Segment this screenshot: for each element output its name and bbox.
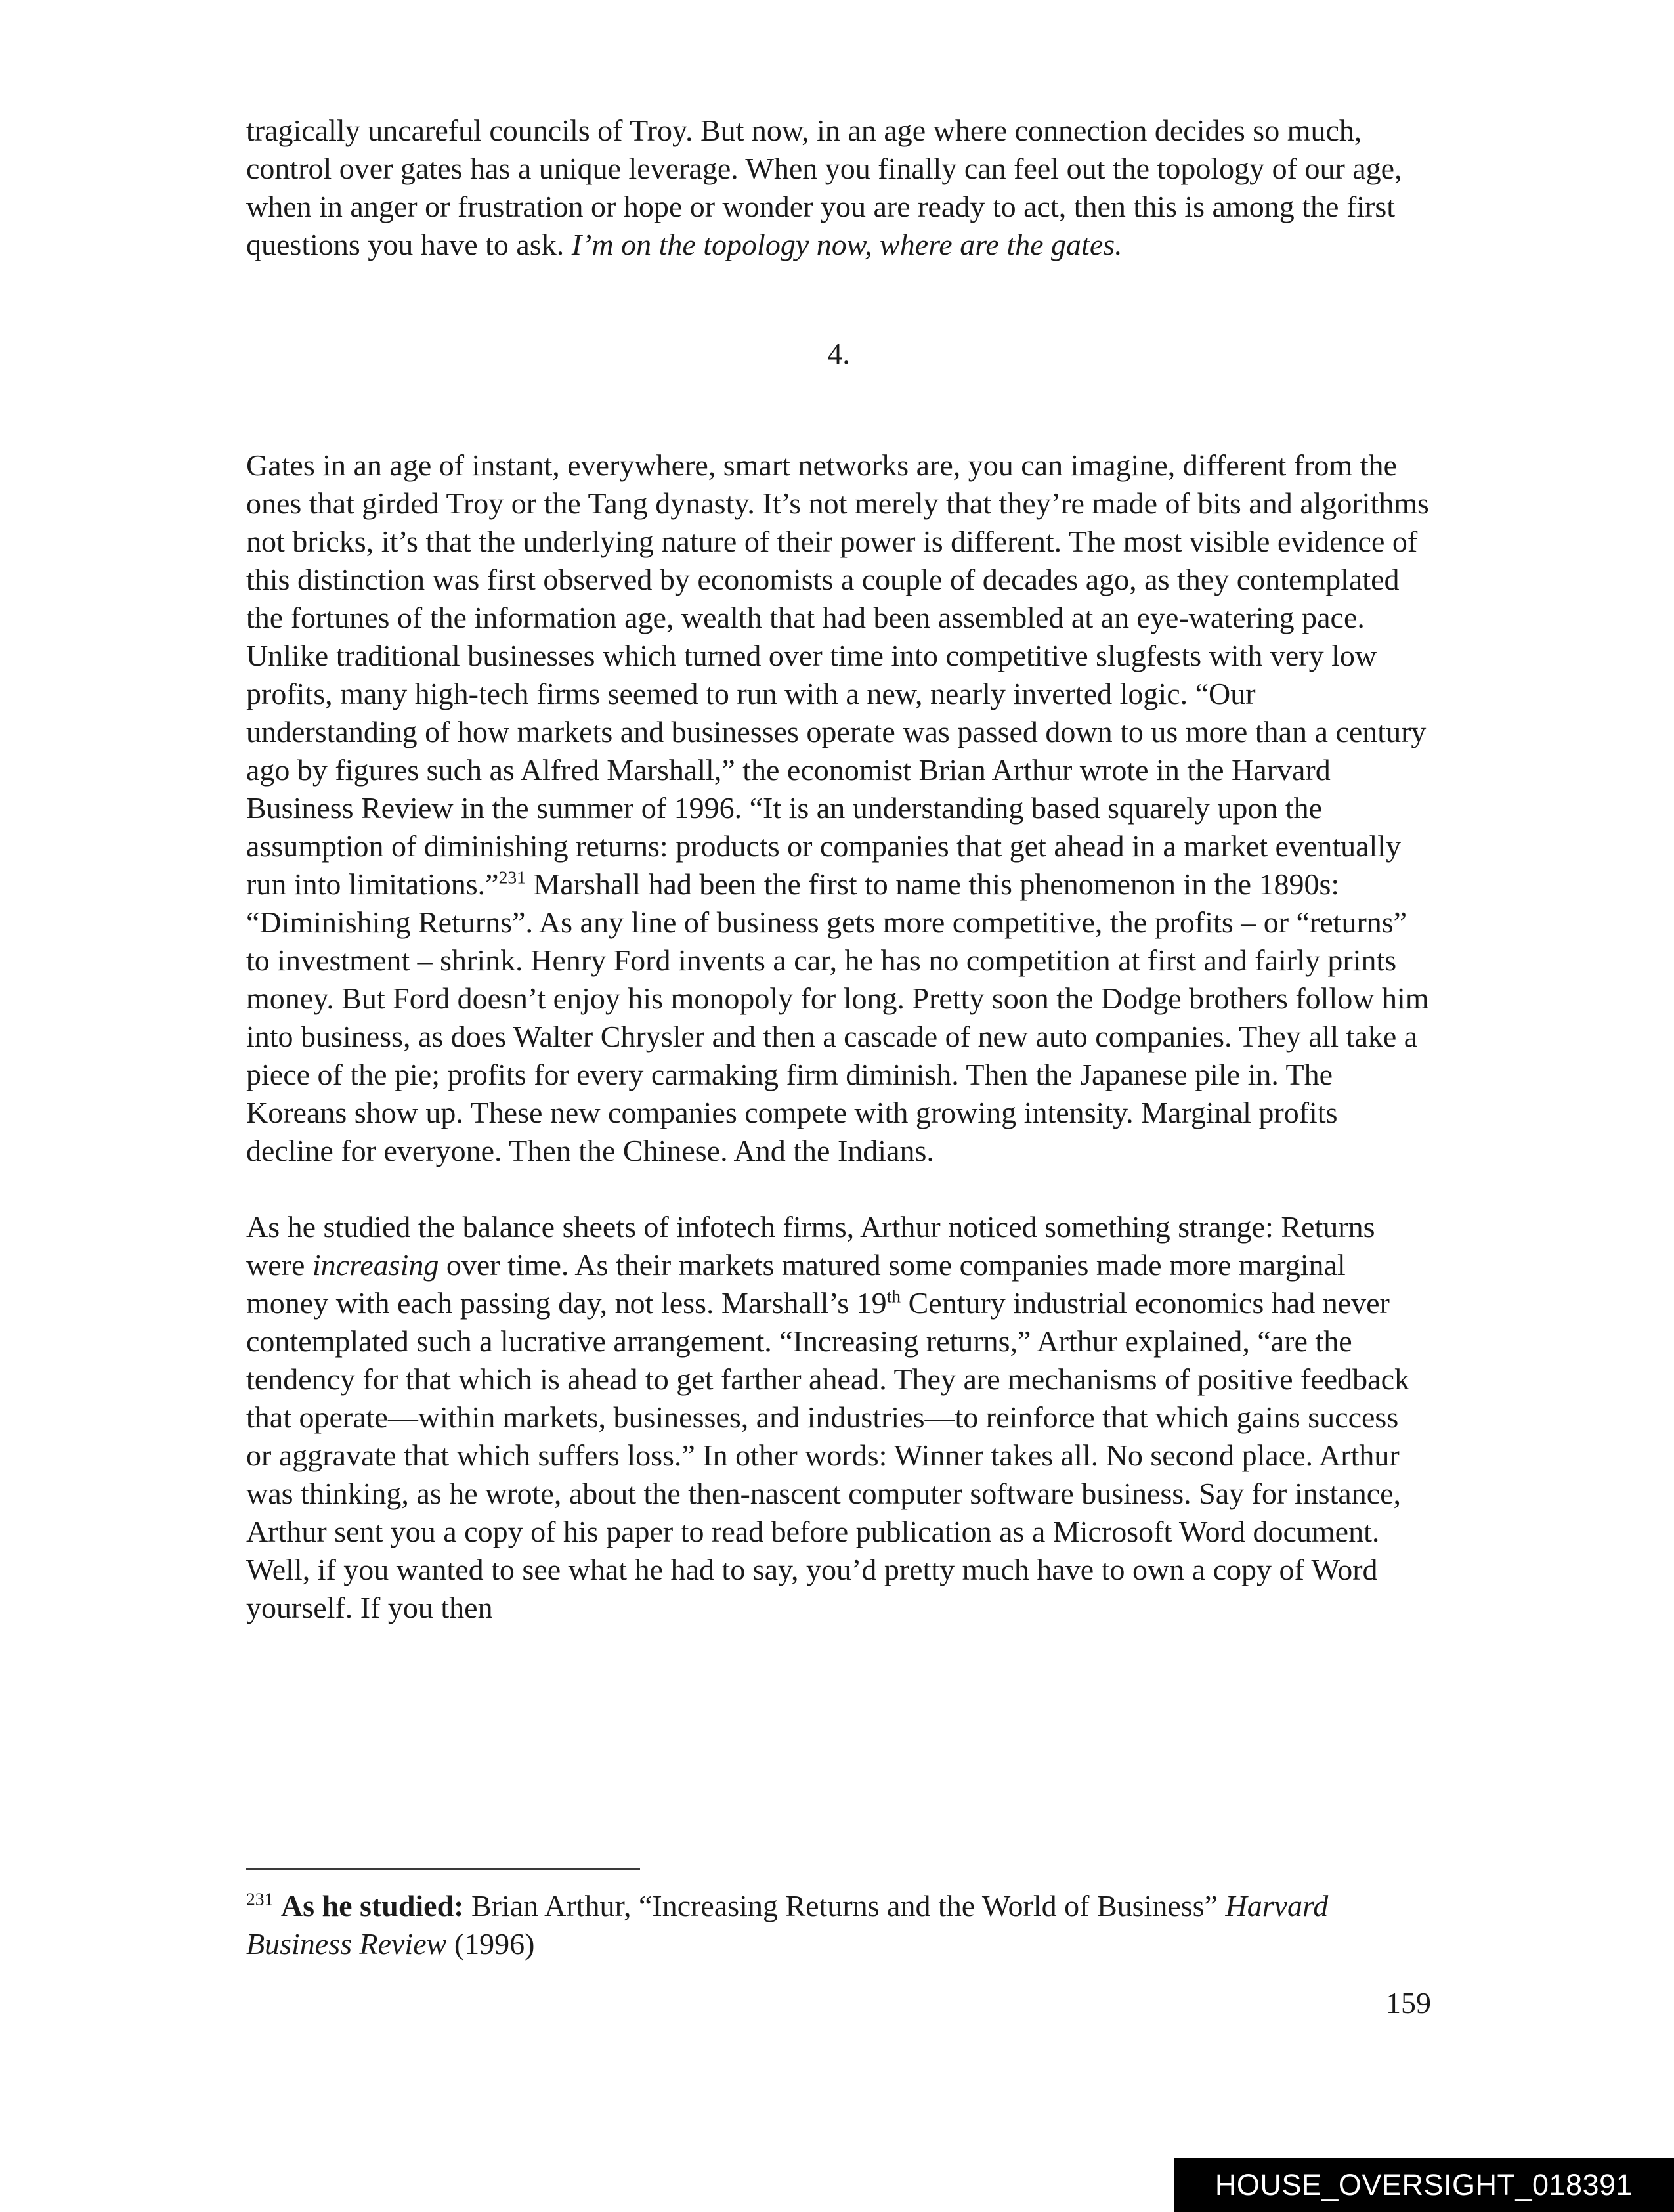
footnote-divider: [246, 1868, 640, 1870]
paragraph-arthur-balance-sheets: As he studied the balance sheets of infotech firms, Arthur noticed something strange: Returns were increasing over time. As their markets matured some companies made more marginal money with each passing day, not less. Marshall’s 19th Century industrial economics had never contemplated such a lucrative arrangement. “Increasing returns,” Arthur explained, “are the tendency for that which is ahead to get farther ahead. They are mechanisms of positive feedback that operate—within markets, businesses, and industries—to reinforce that which gains success or aggravate that which suffers loss.” In other words: Winner takes all. No second place. Arthur was thinking, as he wrote, about the then-nascent computer software business. Say for instance, Arthur sent you a copy of his paper to read before publication as a Microsoft Word document. Well, if you wanted to see what he had to say, you’d pretty much have to own a copy of Word yourself. If you then: [246, 1210, 1409, 1624]
bates-stamp: HOUSE_OVERSIGHT_018391: [1174, 2158, 1674, 2212]
footnote: [246, 1868, 1431, 1963]
section-number: 4.: [827, 337, 850, 370]
paragraph-increasing-returns-history: Gates in an age of instant, everywhere, smart networks are, you can imagine, different from the ones that girded Troy or the Tang dynasty. It’s not merely that they’re made of bits and algorithms not bricks, it’s that the underlying nature of their power is different. The most visible evidence of this distinction was first observed by economists a couple of decades ago, as they contemplated the fortunes of the information age, wealth that had been assembled at an eye-watering pace. Unlike traditional businesses which turned over time into competitive slugfests with very low profits, many high-tech firms seemed to run with a new, nearly inverted logic. “Our understanding of how markets and businesses operate was passed down to us more than a century ago by figures such as Alfred Marshall,” the economist Brian Arthur wrote in the Harvard Business Review in the summer of 1996. “It is an understanding based squarely upon the assumption of diminishing returns: products or companies that get ahead in a market eventually run into limitations.”$^{231}$ Marshall had been the first to name this phenomenon in the 1890s: “Diminishing Returns”. As any line of business gets more competitive, the profits – or “returns” to investment – shrink. Henry Ford invents a car, he has no competition at first and fairly prints money. But Ford doesn’t enjoy his monopoly for long. Pretty soon the Dodge brothers follow him into business, as does Walter Chrysler and then a cascade of new auto companies. They all take a piece of the pie; profits for every carmaking firm diminish. Then the Japanese pile in. The Koreans show up. These new companies compete with growing intensity. Marginal profits decline for everyone. Then the Chinese. And the Indians.: [246, 448, 1429, 1167]
page-number: 159: [1386, 1986, 1431, 2020]
page-body-text: [246, 112, 1431, 1627]
footnote-text: $^{231}$ As he studied: Brian Arthur, “Increasing Returns and the World of Business” Harvard Business Review (1996): [246, 1888, 1329, 1961]
paragraph-gates-leverage: tragically uncareful councils of Troy. But now, in an age where connection decides so much, control over gates has a unique leverage. When you finally can feel out the topology of our age, when in anger or frustration or hope or wonder you are ready to act, then this is among the first questions you have to ask. I’m on the topology now, where are the gates.: [246, 114, 1402, 261]
